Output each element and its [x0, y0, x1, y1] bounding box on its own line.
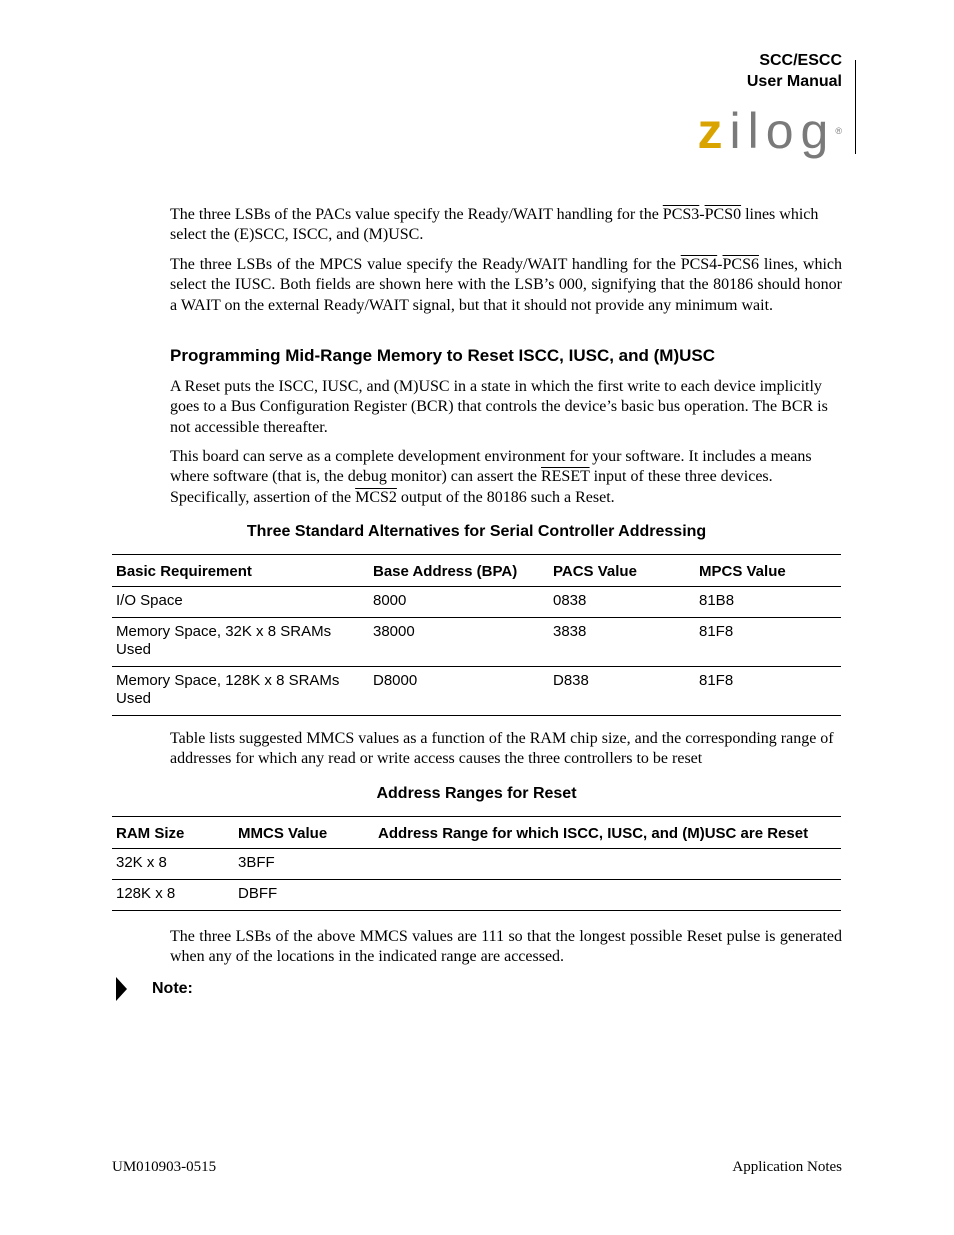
table-cell: 128K x 8 [112, 880, 234, 911]
table-cell: 0838 [549, 587, 695, 618]
table-cell: 8000 [369, 587, 549, 618]
note-label: Note: [152, 980, 193, 997]
note-arrow-icon [116, 977, 127, 1001]
table-row [112, 849, 841, 880]
table-cell: Memory Space, 128K x 8 SRAMs Used [112, 667, 369, 716]
footer-doc-id: UM010903-0515 [112, 1159, 217, 1175]
table-cell: 3838 [549, 618, 695, 667]
table-cell: 81B8 [695, 587, 841, 618]
table-cell: 38000 [369, 618, 549, 667]
table-cell: D838 [549, 667, 695, 716]
table-cell: D8000 [369, 667, 549, 716]
table-cell: DBFF [234, 880, 374, 911]
header-title: SCC/ESCC [759, 52, 842, 69]
footer-section: Application Notes [732, 1159, 842, 1175]
paragraph-mpcs: The three LSBs of the MPCS value specify the Ready/WAIT handling for the PCS4-PCS6 lines, which select the IUSC. Both fields are shown here with the LSB’s 000, signifying that the 80186 should honor a WAIT on the external Ready/WAIT signal, but that it should not provide any minimum wait. [170, 256, 842, 314]
column-header: Basic Requirement [112, 555, 369, 587]
table-cell: I/O Space [112, 587, 369, 618]
paragraph-board: This board can serve as a complete development environment for your software. It includes a means where software (that is, the debug monitor) can assert the RESET input of these three devices. Specifically, assertion of the MCS2 output of the 80186 such a Reset. [170, 448, 812, 506]
table-row [112, 618, 841, 667]
table-header-row [112, 555, 841, 587]
table-cell: 81F8 [695, 618, 841, 667]
table-cell: 32K x 8 [112, 849, 234, 880]
table-row [112, 880, 841, 911]
table1-caption: Three Standard Alternatives for Serial Controller Addressing [246, 523, 707, 540]
paragraph-reset: A Reset puts the ISCC, IUSC, and (M)USC in a state in which the first write to each device implicitly goes to a Bus Configuration Register (BCR) that controls the device’s basic bus operation. The BCR is not accessible thereafter. [170, 378, 828, 436]
reset-ranges-table [112, 816, 841, 911]
table-cell [374, 849, 841, 880]
column-header: Base Address (BPA) [369, 555, 549, 587]
column-header: PACS Value [549, 555, 695, 587]
header-divider [855, 60, 856, 154]
table-row [112, 587, 841, 618]
paragraph-pacs: The three LSBs of the PACs value specify the Ready/WAIT handling for the PCS3-PCS0 lines which select the (E)SCC, ISCC, and (M)USC. [170, 206, 819, 244]
table-cell [374, 880, 841, 911]
table-cell: 3BFF [234, 849, 374, 880]
column-header: MMCS Value [234, 817, 374, 849]
table-header-row [112, 817, 841, 849]
table-cell: Memory Space, 32K x 8 SRAMs Used [112, 618, 369, 667]
column-header: RAM Size [112, 817, 234, 849]
zilog-logo: zilog® [697, 103, 842, 159]
table-row [112, 667, 841, 716]
header-subtitle: User Manual [746, 73, 842, 90]
section-heading: Programming Mid-Range Memory to Reset ISCC, IUSC, and (M)USC [170, 346, 715, 365]
column-header: Address Range for which ISCC, IUSC, and (M)USC are Reset [374, 817, 841, 849]
addressing-table [112, 554, 841, 716]
column-header: MPCS Value [695, 555, 841, 587]
paragraph-table-intro: Table lists suggested MMCS values as a function of the RAM chip size, and the corresponding range of addresses for which any read or write access causes the three controllers to be reset [170, 730, 834, 768]
paragraph-lsbs: The three LSBs of the above MMCS values are 111 so that the longest possible Reset pulse is generated when any of the locations in the indicated range are accessed. [170, 928, 842, 966]
table2-caption: Address Ranges for Reset [376, 785, 577, 802]
table-cell: 81F8 [695, 667, 841, 716]
